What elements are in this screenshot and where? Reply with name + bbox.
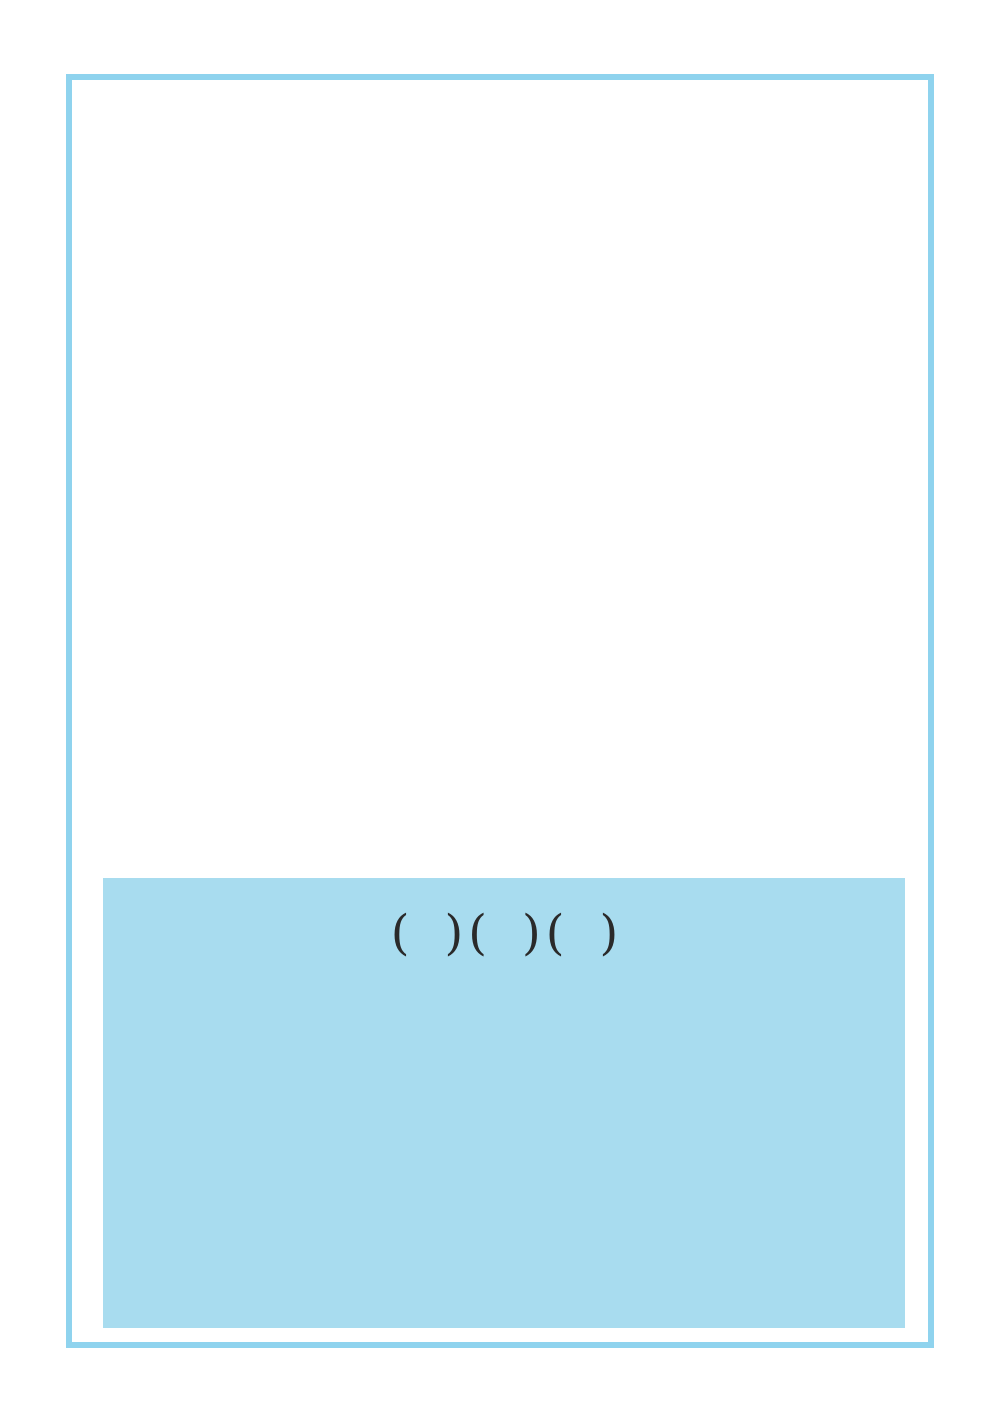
vector-equation (131, 902, 879, 964)
vector-blank-1[interactable]: ( ) (390, 905, 465, 961)
vector-blank-3[interactable]: ( ) (545, 905, 620, 961)
vector-blank-2[interactable]: ( ) (468, 905, 542, 961)
question-box (103, 878, 905, 1328)
liveworksheets-logo-icon (964, 1377, 984, 1397)
brand-footer (964, 1373, 990, 1401)
